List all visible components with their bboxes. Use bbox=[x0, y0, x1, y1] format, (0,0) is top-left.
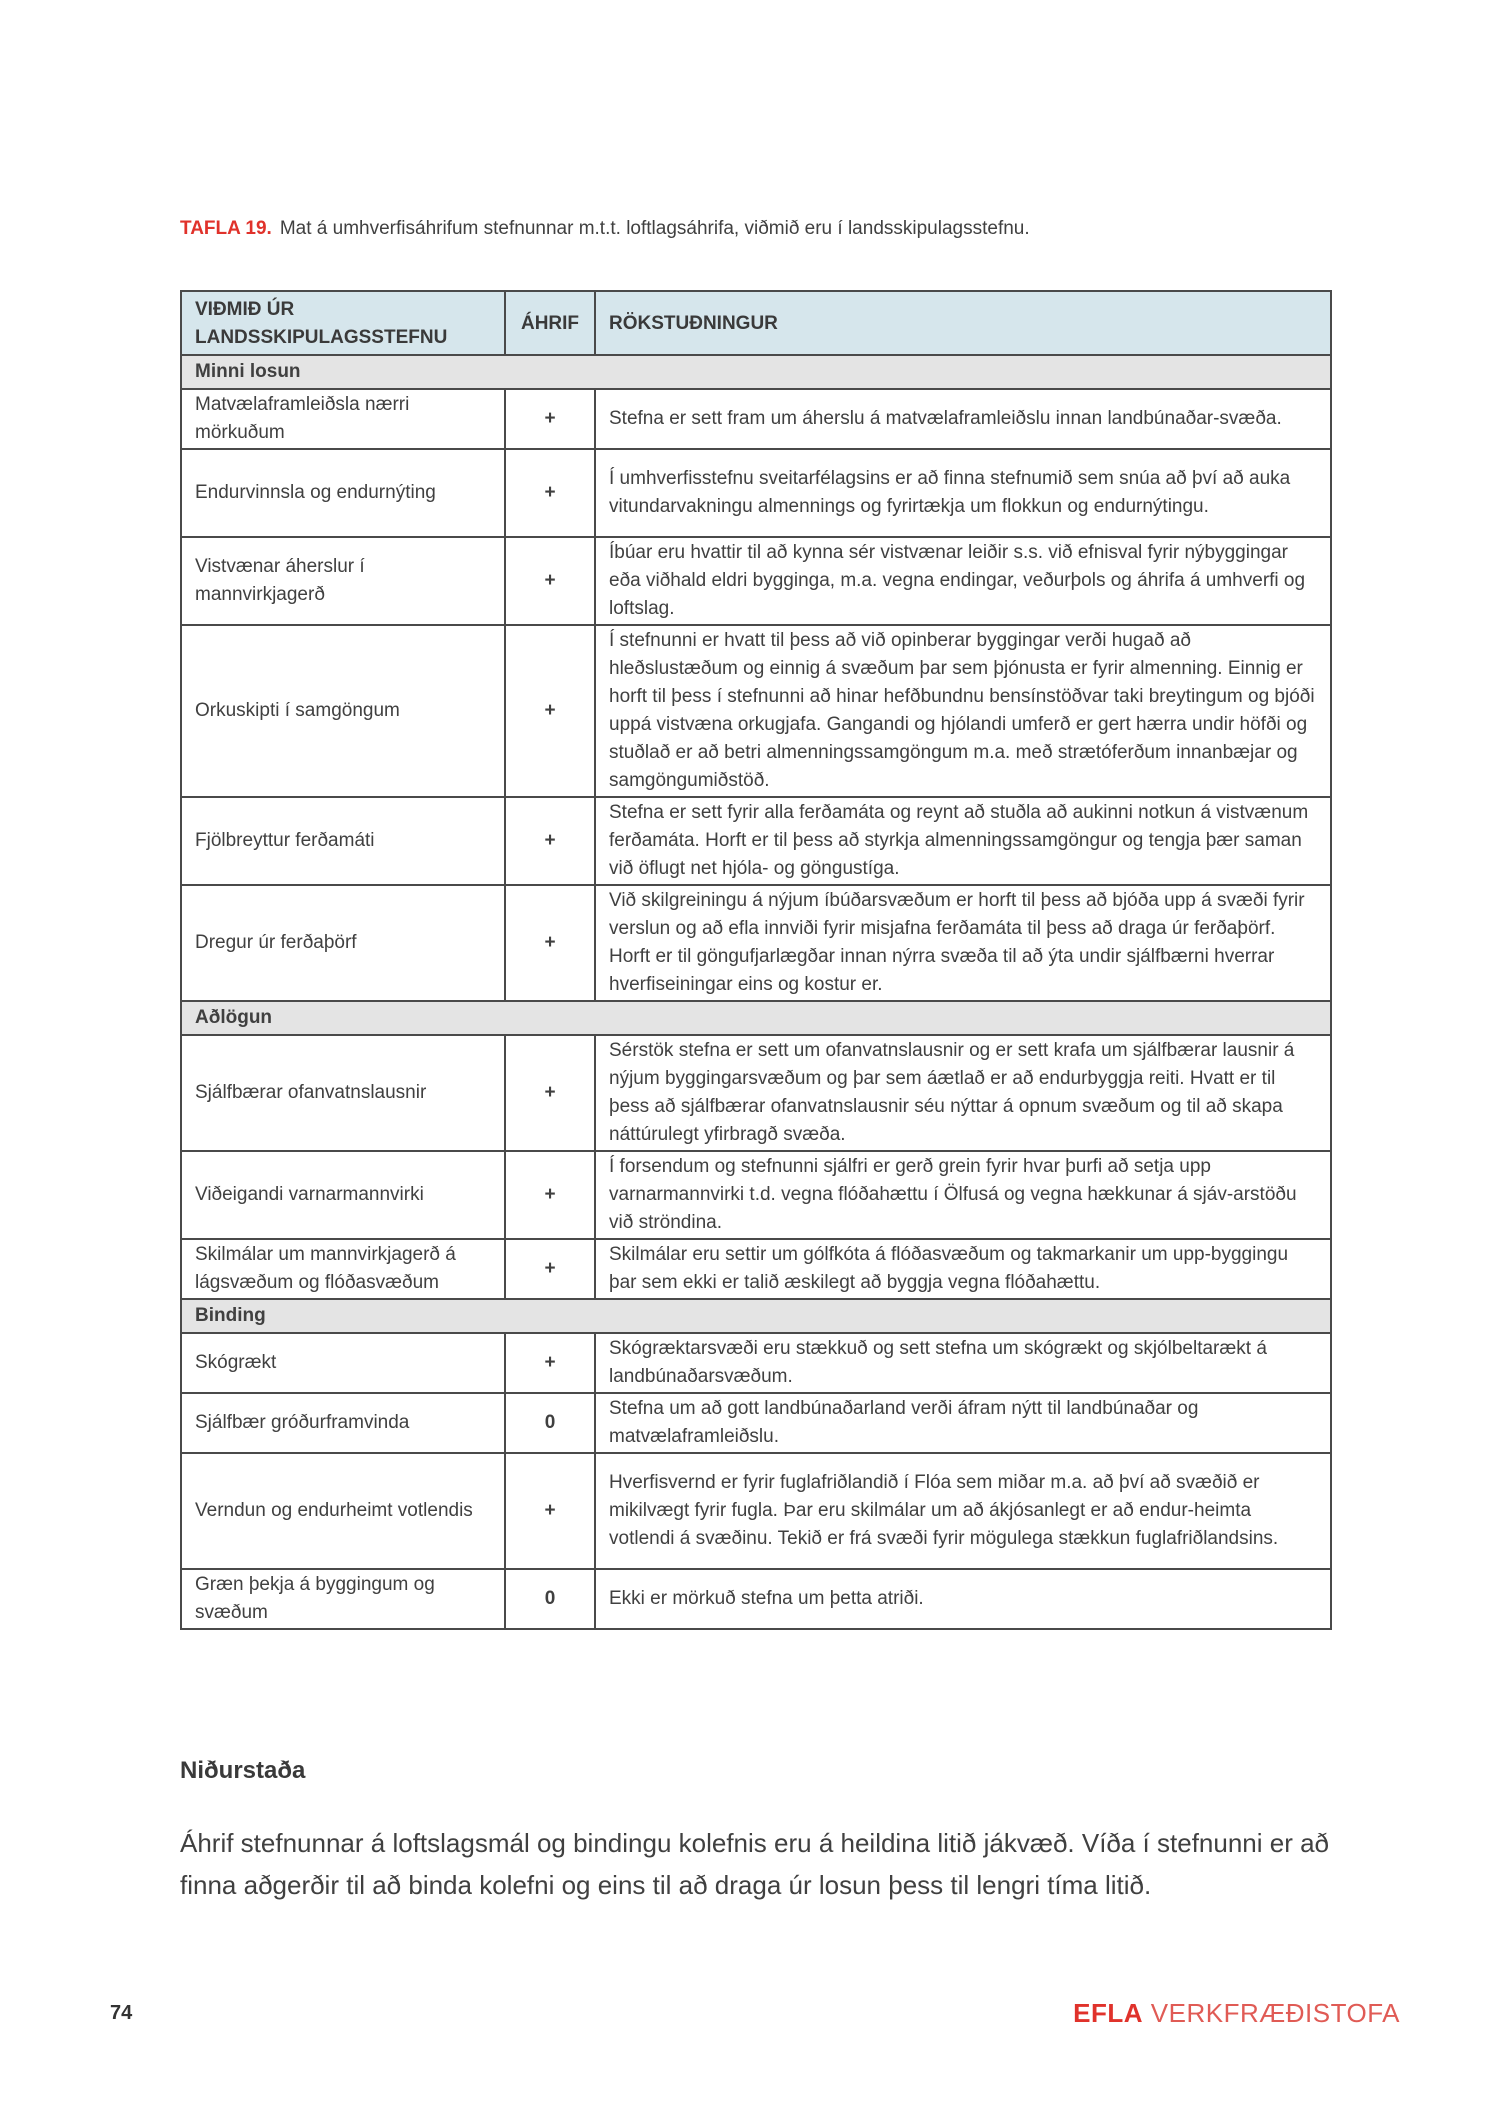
effect-cell: 0 bbox=[505, 1393, 595, 1453]
criterion-cell: Sjálfbærar ofanvatnslausnir bbox=[181, 1035, 505, 1151]
reason-cell: Stefna er sett fyrir alla ferðamáta og reynt að stuðla að aukinni notkun á vistvænum ferðamáta. Horft er til þess að styrkja almenningssamgöngur og tengja þær saman við öflugt net hjóla- og göngustíga. bbox=[595, 797, 1331, 885]
logo-brand-light: VERKFRÆÐISTOFA bbox=[1150, 1998, 1400, 2028]
effect-cell: + bbox=[505, 389, 595, 449]
reason-cell: Skógræktarsvæði eru stækkuð og sett stefna um skógrækt og skjólbeltarækt á landbúnaðarsvæðum. bbox=[595, 1333, 1331, 1393]
criterion-cell: Endurvinnsla og endurnýting bbox=[181, 449, 505, 537]
reason-cell: Í umhverfisstefnu sveitarfélagsins er að finna stefnumið sem snúa að því að auka vitundarvakningu almennings og fyrirtækja um flokkun og endurnýtingu. bbox=[595, 449, 1331, 537]
section-title: Binding bbox=[181, 1299, 1331, 1333]
effect-cell: + bbox=[505, 1453, 595, 1569]
assessment-table bbox=[180, 290, 1332, 1630]
table-row bbox=[181, 1151, 1331, 1239]
table-row bbox=[181, 389, 1331, 449]
table-row bbox=[181, 1035, 1331, 1151]
table-row bbox=[181, 625, 1331, 797]
section-row bbox=[181, 355, 1331, 389]
table-caption bbox=[180, 218, 1030, 240]
reason-cell: Ekki er mörkuð stefna um þetta atriði. bbox=[595, 1569, 1331, 1629]
conclusion-heading: Niðurstaða bbox=[180, 1757, 306, 1784]
reason-cell: Stefna um að gott landbúnaðarland verði áfram nýtt til landbúnaðar og matvælaframleiðslu. bbox=[595, 1393, 1331, 1453]
criterion-cell: Skilmálar um mannvirkjagerð á lágsvæðum og flóðasvæðum bbox=[181, 1239, 505, 1299]
table-row bbox=[181, 1453, 1331, 1569]
criterion-cell: Skógrækt bbox=[181, 1333, 505, 1393]
effect-cell: 0 bbox=[505, 1569, 595, 1629]
logo-brand-bold: EFLA bbox=[1073, 1998, 1144, 2028]
effect-cell: + bbox=[505, 537, 595, 625]
table-row bbox=[181, 1239, 1331, 1299]
reason-cell: Við skilgreiningu á nýjum íbúðarsvæðum er horft til þess að bjóða upp á svæði fyrir verslun og að efla innviði fyrir misjafna ferðamáta til þess að draga úr ferðaþörf. Horft er til göngufjarlægðar innan nýrra svæða til að ýta undir sjálfbærni hverrar hverfiseiningar eins og kostur er. bbox=[595, 885, 1331, 1001]
section-row bbox=[181, 1299, 1331, 1333]
header-effect: ÁHRIF bbox=[505, 291, 595, 355]
reason-cell: Íbúar eru hvattir til að kynna sér vistvænar leiðir s.s. við efnisval fyrir nýbyggingar eða viðhald eldri bygginga, m.a. vegna endingar, veðurþols og áhrifa á umhverfi og loftslag. bbox=[595, 537, 1331, 625]
conclusion-text: Áhrif stefnunnar á loftslagsmál og bindingu kolefnis eru á heildina litið jákvæð. Víða í stefnunni er að finna aðgerðir til að binda kolefni og eins til að draga úr losun þess til lengri tíma litið. bbox=[180, 1828, 1330, 1900]
section-row bbox=[181, 1001, 1331, 1035]
page-number: 74 bbox=[110, 2002, 133, 2024]
section-title: Minni losun bbox=[181, 355, 1331, 389]
table-row bbox=[181, 1569, 1331, 1629]
effect-cell: + bbox=[505, 1333, 595, 1393]
criterion-cell: Orkuskipti í samgöngum bbox=[181, 625, 505, 797]
reason-cell: Í stefnunni er hvatt til þess að við opinberar byggingar verði hugað að hleðslustæðum og einnig á svæðum þar sem þjónusta er fyrir almenning. Einnig er horft til þess í stefnunni að hinar hefðbundnu bensínstöðvar taki breytingum og bjóði uppá vistvæna orkugjafa. Gangandi og hjólandi umferð er gert hærra undir höfði og stuðlað er að betri almenningssamgöngum m.a. með strætóferðum innanbæjar og samgöngumiðstöð. bbox=[595, 625, 1331, 797]
table-caption-text: Mat á umhverfisáhrifum stefnunnar m.t.t. loftlagsáhrifa, viðmið eru í landsskipulagsstefnu. bbox=[279, 218, 1030, 239]
table-row bbox=[181, 449, 1331, 537]
effect-cell: + bbox=[505, 1151, 595, 1239]
table-row bbox=[181, 537, 1331, 625]
header-criterion: VIÐMIÐ ÚR LANDSSKIPULAGSSTEFNU bbox=[181, 291, 505, 355]
criterion-cell: Græn þekja á byggingum og svæðum bbox=[181, 1569, 505, 1629]
criterion-cell: Dregur úr ferðaþörf bbox=[181, 885, 505, 1001]
section-title: Aðlögun bbox=[181, 1001, 1331, 1035]
reason-cell: Sérstök stefna er sett um ofanvatnslausnir og er sett krafa um sjálfbærar lausnir á nýjum byggingarsvæðum og þar sem áætlað er að endurbyggja reiti. Hvatt er til þess að sjálfbærar ofanvatnslausnir séu nýttar á opnum svæðum og til að skapa náttúrulegt yfirbragð svæða. bbox=[595, 1035, 1331, 1151]
reason-cell: Hverfisvernd er fyrir fuglafriðlandið í Flóa sem miðar m.a. að því að svæðið er mikilvægt fyrir fugla. Þar eru skilmálar um að ákjósanlegt er að endur-heimta votlendi á svæðinu. Tekið er frá svæði fyrir mögulega stækkun fuglafriðlandsins. bbox=[595, 1453, 1331, 1569]
table-row bbox=[181, 797, 1331, 885]
reason-cell: Stefna er sett fram um áherslu á matvælaframleiðslu innan landbúnaðar-svæða. bbox=[595, 389, 1331, 449]
table-row bbox=[181, 1333, 1331, 1393]
reason-cell: Skilmálar eru settir um gólfkóta á flóðasvæðum og takmarkanir um upp-byggingu þar sem ekki er talið æskilegt að byggja vegna flóðahættu. bbox=[595, 1239, 1331, 1299]
reason-cell: Í forsendum og stefnunni sjálfri er gerð grein fyrir hvar þurfi að setja upp varnarmannvirki t.d. vegna flóðahættu í Ölfusá og vegna hækkunar á sjáv-arstöðu við ströndina. bbox=[595, 1151, 1331, 1239]
criterion-cell: Verndun og endurheimt votlendis bbox=[181, 1453, 505, 1569]
criterion-cell: Fjölbreyttur ferðamáti bbox=[181, 797, 505, 885]
effect-cell: + bbox=[505, 885, 595, 1001]
header-reasoning: RÖKSTUÐNINGUR bbox=[595, 291, 1331, 355]
table-caption-label: TAFLA 19. bbox=[180, 218, 272, 239]
effect-cell: + bbox=[505, 1239, 595, 1299]
criterion-cell: Vistvænar áherslur í mannvirkjagerð bbox=[181, 537, 505, 625]
efla-logo bbox=[1073, 1998, 1400, 2029]
criterion-cell: Viðeigandi varnarmannvirki bbox=[181, 1151, 505, 1239]
criterion-cell: Sjálfbær gróðurframvinda bbox=[181, 1393, 505, 1453]
effect-cell: + bbox=[505, 1035, 595, 1151]
table-row bbox=[181, 885, 1331, 1001]
criterion-cell: Matvælaframleiðsla nærri mörkuðum bbox=[181, 389, 505, 449]
effect-cell: + bbox=[505, 797, 595, 885]
effect-cell: + bbox=[505, 449, 595, 537]
table-row bbox=[181, 1393, 1331, 1453]
table-header-row bbox=[181, 291, 1331, 355]
effect-cell: + bbox=[505, 625, 595, 797]
